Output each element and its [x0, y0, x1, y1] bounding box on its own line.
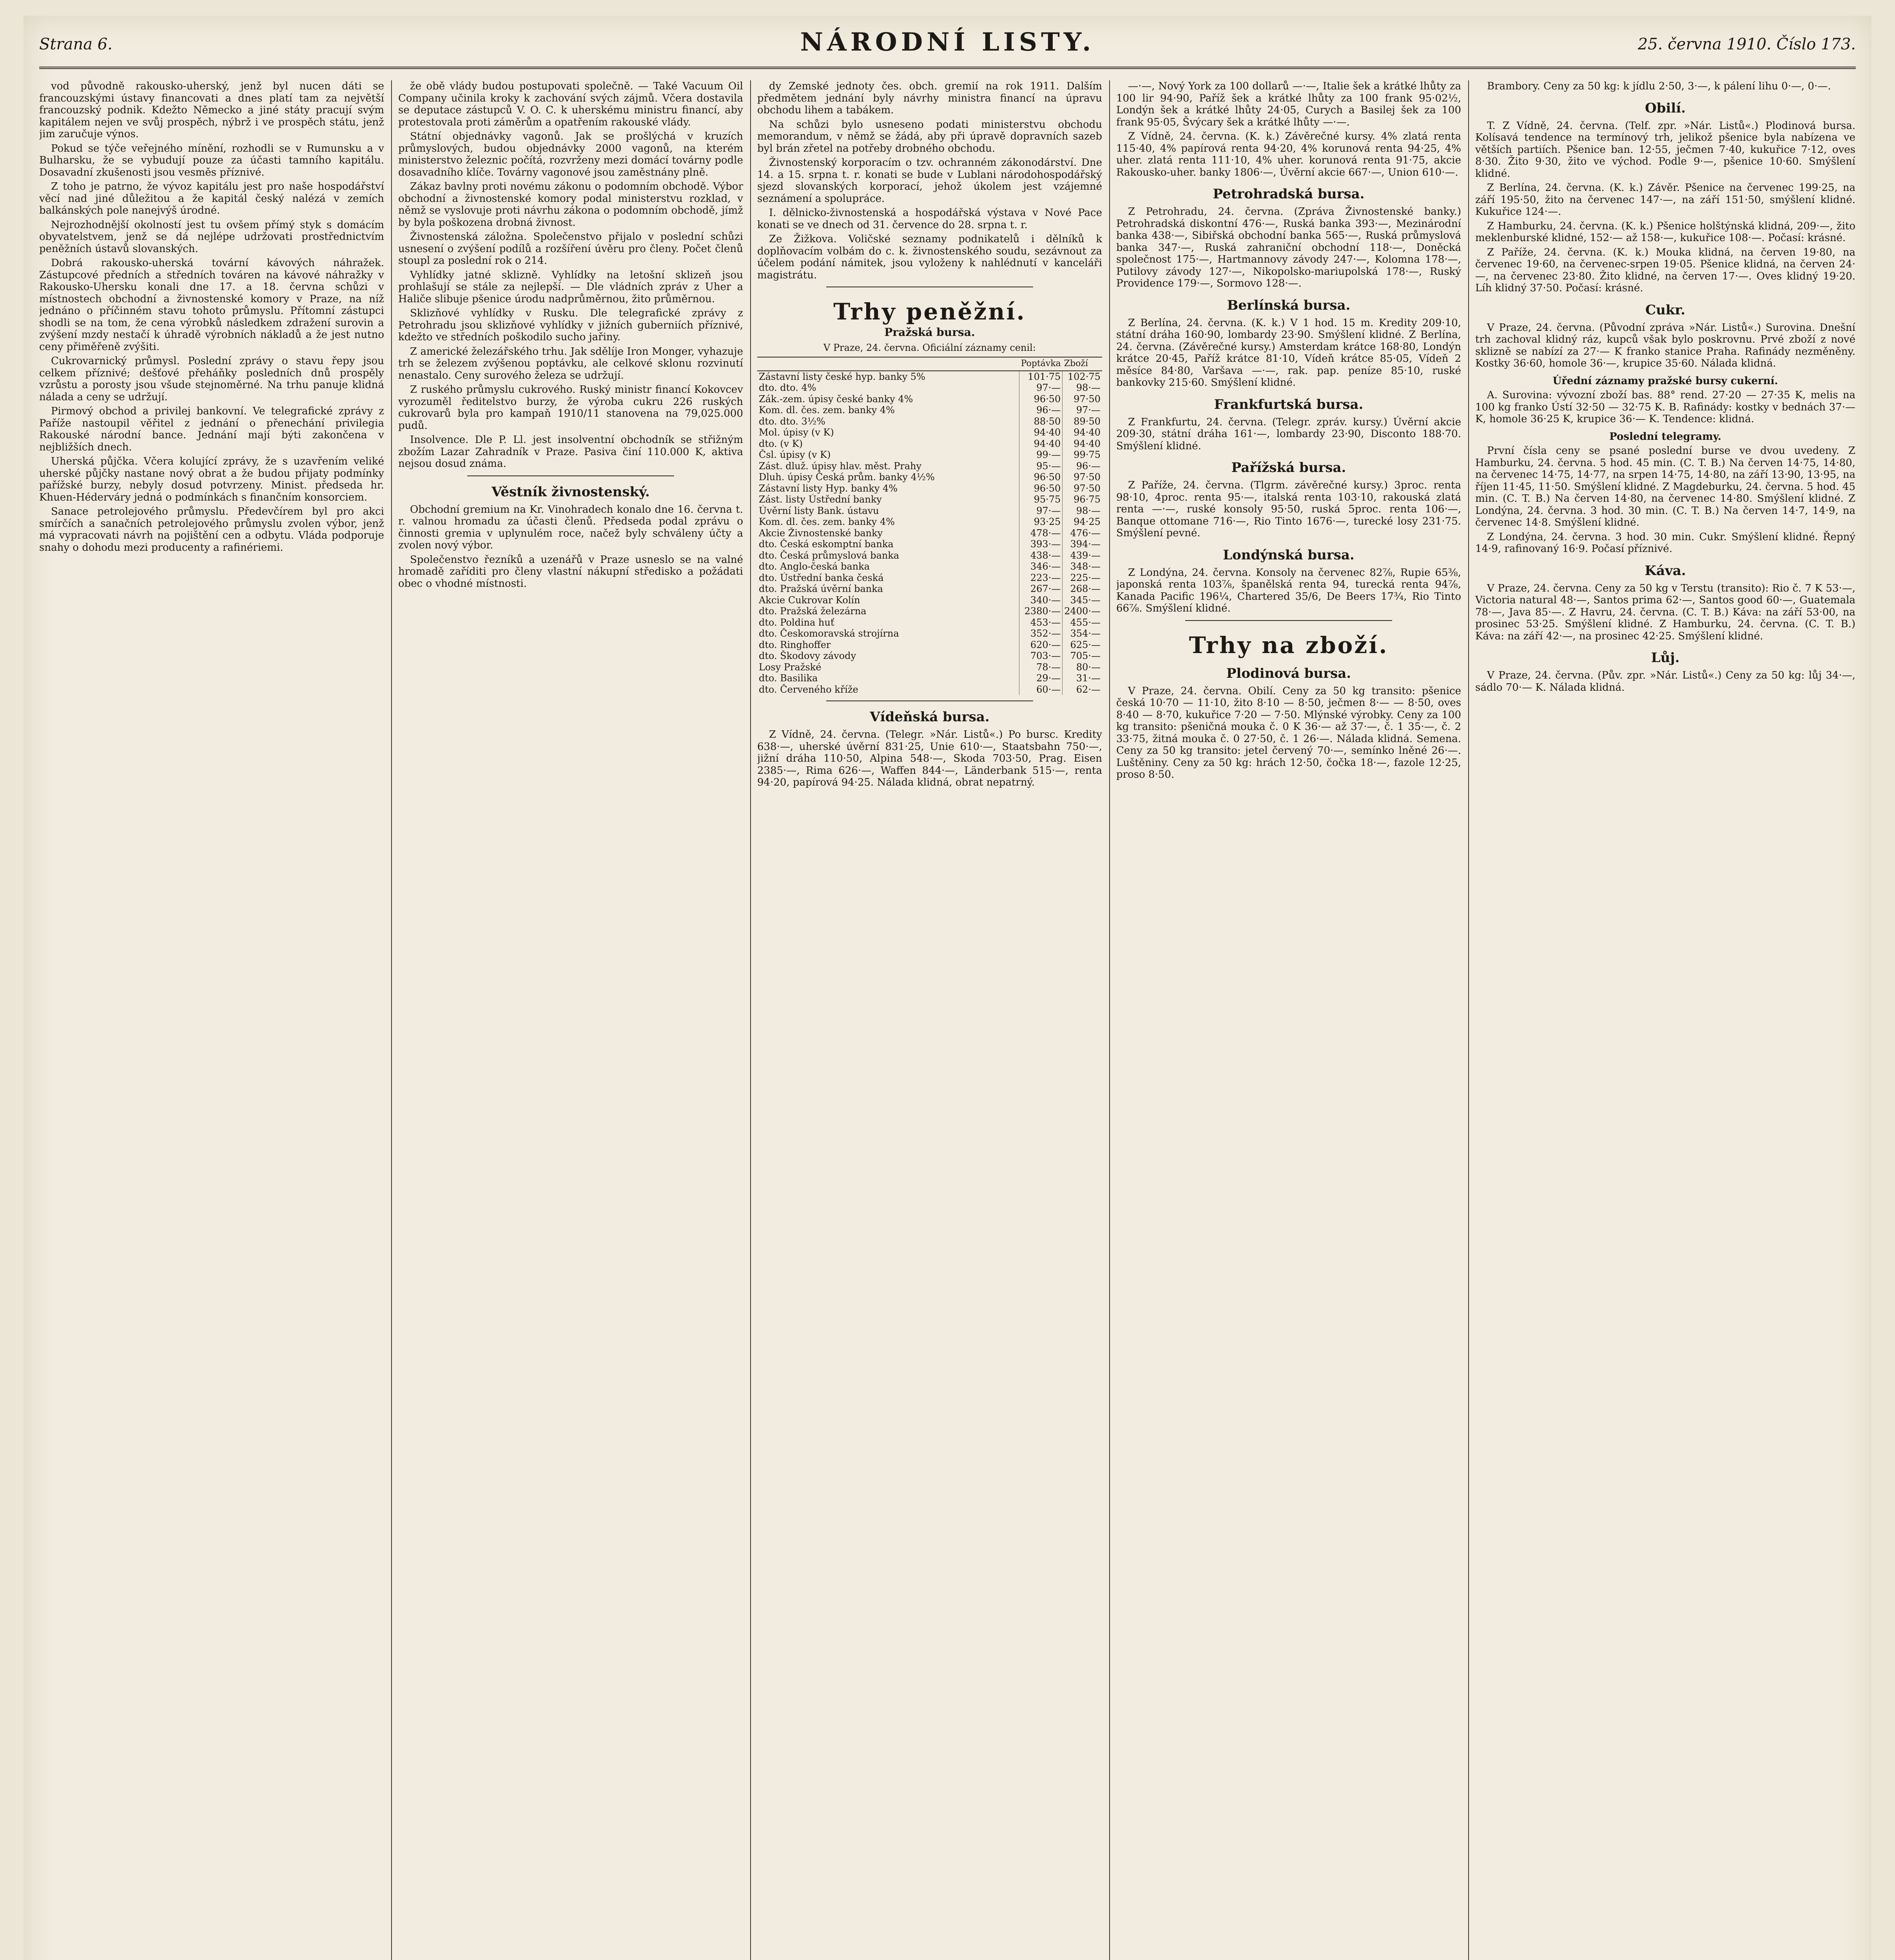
bid-price-cell: 93·25 [1019, 516, 1063, 528]
article-paragraph: V Praze, 24. června. (Původní zpráva »Nár. Listů«.) Surovina. Dnešní trh zachoval klidný ráz, kupců však bylo poskrovnu. Prvé zboží z nové sklizně se nabízí za 27·— K franko stanice Praha. Rafinády nezměněny. Kostky 36·60, homole 36·—, krupice 35·60. Nálada klidná. [1475, 321, 1855, 369]
bid-price-cell: 393·— [1019, 539, 1063, 550]
article-paragraph: V Praze, 24. června. Obilí. Ceny za 50 kg transito: pšenice česká 10·70 — 11·10, žito 8·10 — 8·50, ječmen 8·— — 8·50, oves 8·40 — 8·70, kukuřice 7·20 — 7·50. Mlýnské výrobky. Ceny za 100 kg transito: pšeničná mouka č. 0 K 36·— až 37·—, č. 1 35·—, č. 2 33·75, žitná mouka č. 0 27·50, č. 1 26·—. Nálada klidná. Semena. Ceny za 50 kg transito: jetel červený 70·—, semínko lněné 26·—. Luštěniny. Ceny za 50 kg: hrách 12·50, čočka 18·—, fazole 12·25, proso 8·50. [1116, 685, 1461, 780]
article-paragraph: Pokud se týče veřejného mínění, rozhodli se v Rumunsku a v Bulharsku, že se vybudují pouze za účasti tamního kapitálu. Dosavadní zkušenosti jsou vesměs příznivé. [39, 142, 384, 178]
ask-price-cell: 345·— [1063, 595, 1102, 606]
article-paragraph: Cukrovarnický průmysl. Poslední zprávy o stavu řepy jsou celkem příznivé; dešťové přeháňky posledních dnů prospěly vzrůstu a porosty jsou všude stejnoměrné. Na trhu panuje klidná nálada a ceny se udržují. [39, 355, 384, 403]
security-name-cell: dto. Česká průmyslová banka [759, 550, 899, 561]
table-header-cell: Zboží [1063, 357, 1102, 371]
table-row [757, 427, 1102, 438]
section-rule [1185, 620, 1392, 621]
ask-price-cell: 98·— [1063, 382, 1102, 394]
bid-price-cell: 352·— [1019, 628, 1063, 639]
table-row [757, 416, 1102, 427]
prague-exchange-heading: Pražská bursa. [884, 326, 975, 339]
table-row [757, 595, 1102, 606]
article-paragraph: V Praze, 24. června. Ceny za 50 kg v Terstu (transito): Rio č. 7 K 53·—, Victoria natural 48·—, Santos prima 62·—, Santos good 60·—, Guatemala 78·—, Java 85·—. Z Havru, 24. června. (C. T. B.) Káva: na září 53·00, na prosinec 53·25. Smýšlení klidné. Z Hamburku, 24. června. (C. T. B.) Káva: na září 42·—, na prosinec 42·25. Smýšlení klidné. [1475, 582, 1855, 642]
bid-price-cell: 101·75 [1019, 371, 1063, 383]
section-rule [467, 475, 674, 476]
column-divider [391, 80, 392, 1960]
table-row [757, 405, 1102, 416]
article-paragraph: Z Berlína, 24. června. (K. k.) V 1 hod. 15 m. Kredity 209·10, státní dráha 160·90, lombardy 23·90. Smýšlení klidné. Z Berlína, 24. června. (Závěrečné kursy.) Amsterdam krátce 168·80, Londýn krátce 20·45, Paříž krátce 81·10, Vídeň krátce 85·05, Vídeň 2 měsíce 84·80, Varšava —·—, rak. pap. peníze 85·10, ruské bankovky 215·60. Smýšlení klidné. [1116, 317, 1461, 388]
column-4 [1116, 80, 1461, 1960]
ask-price-cell: 94·40 [1063, 427, 1102, 438]
security-name-cell: dto. dto. 4% [759, 382, 816, 393]
ask-price-cell: 625·— [1063, 639, 1102, 651]
ask-price-cell: 62·— [1063, 684, 1102, 695]
bid-price-cell: 703·— [1019, 650, 1063, 662]
security-name-cell: dto. Anglo-česká banka [759, 561, 870, 572]
bid-price-cell: 438·— [1019, 550, 1063, 561]
column-divider [1468, 80, 1469, 1960]
article-paragraph: že obě vlády budou postupovati společně. — Také Vacuum Oil Company učinila kroky k zachování svých zájmů. Včera dostavila se deputace zástupců V. O. C. k uherskému ministru financí, aby protestovala proti záměrům a opatřením rakouské vlády. [398, 80, 743, 128]
article-paragraph: Z Paříže, 24. června. (Tlgrm. závěrečné kursy.) 3proc. renta 98·10, 4proc. renta 95·—, italská renta 103·10, rakouská zlatá renta —·—, ruské konsoly 95·50, ruská 5proc. renta 106·—, Banque ottomane 716·—, Rio Tinto 1676·—, turecké losy 231·75. Smýšlení pevné. [1116, 479, 1461, 539]
prague-exchange-subheading: V Praze, 24. června. Oficiální záznamy cenil: [823, 342, 1036, 353]
tallow-heading: Lůj. [1651, 650, 1680, 666]
security-name-cell: Losy Pražské [759, 661, 821, 673]
table-row [757, 494, 1102, 505]
table-row [757, 673, 1102, 684]
article-paragraph: Z Hamburku, 24. června. (K. k.) Pšenice holštýnská klidná, 209·—, žito meklenburské klidné, 152·— až 158·—, kukuřice 108·—. Počasí: krásné. [1475, 220, 1855, 244]
bid-price-cell: 78·— [1019, 662, 1063, 673]
table-row [757, 382, 1102, 394]
article-paragraph: Uherská půjčka. Včera kolující zprávy, že s uzavřením veliké uherské půjčky nastane nový obrat a že budou přijaty podmínky pařížské burzy, nebyly dosud potvrzeny. Minist. předseda hr. Khuen-Héderváry jedná o podmínkách s finančním konsorciem. [39, 456, 384, 503]
table-row [757, 528, 1102, 539]
sugar-heading: Cukr. [1645, 302, 1685, 318]
article-paragraph: Z ruského průmyslu cukrového. Ruský ministr financí Kokovcev vyrozuměl ředitelstvo burzy, že výroba cukru 226 ruských cukrovarů byla pro kampaň 1910/11 stanovena na 79,025.000 pudů. [398, 384, 743, 432]
table-row [757, 639, 1102, 651]
ask-price-cell: 96·— [1063, 461, 1102, 472]
ask-price-cell: 99·75 [1063, 449, 1102, 461]
table-row [757, 606, 1102, 617]
ask-price-cell: 455·— [1063, 617, 1102, 628]
article-paragraph: Z Londýna, 24. června. 3 hod. 30 min. Cukr. Smýšlení klidné. Řepný 14·9, rafinovaný 16·9. Počasí příznivé. [1475, 531, 1855, 555]
article-paragraph: Zákaz bavlny proti novému zákonu o podomním obchodě. Výbor obchodní a živnostenské komory podal ministerstvu rozklad, v němž se vyslovuje proti návrhu zákona o podomním obchodě, jímž by byla poškozena drobná živnost. [398, 181, 743, 229]
article-paragraph: První čísla ceny se psané poslední burse ve dvou uvedeny. Z Hamburku, 24. června. 5 hod. 45 min. (C. T. B.) Na červen 14·75, 14·80, na červenec 14·75, 14·77, na srpen 14·75, 14·80, na září 13·90, 13·95, na říjen 11·45, 11·50. Smýšlení klidné. Z Magdeburku, 24. června. 5 hod. 45 min. (C. T. B.) Na červen 14·80, na červenec 14·80. Smýšlení klidné. Z Londýna, 24. června. 3 hod. 30 min. (C. T. B.) Na červen 14·7, 14·9, na červenec 14·8. Smýšlení klidné. [1475, 445, 1855, 528]
official-sugar-heading: Úřední záznamy pražské bursy cukerní. [1552, 375, 1778, 387]
ask-price-cell: 97·50 [1063, 394, 1102, 405]
berlin-exchange-heading: Berlínská bursa. [1227, 297, 1351, 313]
article-paragraph: I. dělnicko-živnostenská a hospodářská výstava v Nové Pace konati se ve dnech od 31. července do 28. srpna t. r. [757, 207, 1102, 231]
london-exchange-heading: Londýnská bursa. [1223, 547, 1355, 563]
article-paragraph: Z Petrohradu, 24. června. (Zpráva Živnostenské banky.) Petrohradská diskontní 476·—, Ruská banka 393·—, Mezinárodní banka 438·—, Sibiřská obchodní banka 565·—, Ruská průmyslová banka 347·—, Ruská zahraniční obchodní 118·—, Doněcká společnost 175·—, Hartmannovy závody 247·—, Kolomna 178·—, Putilovy závody 127·—, Nikopolsko-mariupolská 178·—, Ruský Providence 179·—, Sormovo 128·—. [1116, 206, 1461, 289]
ask-price-cell: 102·75 [1063, 371, 1102, 383]
bid-price-cell: 96·— [1019, 405, 1063, 416]
ask-price-cell: 31·— [1063, 673, 1102, 684]
table-row [757, 662, 1102, 673]
security-name-cell: Kom. dl. čes. zem. banky 4% [759, 516, 895, 527]
article-paragraph: Pirmový obchod a privilej bankovní. Ve telegrafické zprávy z Paříže nastoupil věřitel z jednání o přenechání privilegia Rakouské národní bance. Jednání mají býti zakončena v nejbližších dnech. [39, 405, 384, 453]
bid-price-cell: 453·— [1019, 617, 1063, 628]
security-name-cell: Dluh. úpisy Česká prům. banky 4½% [759, 472, 935, 483]
bid-price-cell: 2380·— [1019, 606, 1063, 617]
article-paragraph: Státní objednávky vagonů. Jak se prošlýchá v kruzích průmyslových, budou objednávky 2000 vagonů, na kterém ministerstvo železnic počítá, rozvrženy mezi domácí továrny podle dosavadního klíče. Továrny vagonové jsou zaměstnány plně. [398, 131, 743, 178]
article-paragraph: Sanace petrolejového průmyslu. Předevčírem byl pro akci smírčích a sanačních petrolejového průmyslu zvolen výbor, jenž má vypracovati návrh na pojištění cen a odbytu. Vláda podporuje snahy o dohodu mezi producenty a rafinériemi. [39, 506, 384, 554]
article-paragraph: Z Berlína, 24. června. (K. k.) Závěr. Pšenice na červenec 199·25, na září 195·50, žito na červenec 147·—, na září 151·50, smýšlení klidné. Kukuřice 124·—. [1475, 182, 1855, 218]
bid-price-cell: 96·50 [1019, 394, 1063, 405]
ask-price-cell: 394·— [1063, 539, 1102, 550]
bid-price-cell: 94·40 [1019, 438, 1063, 450]
article-paragraph: Nejrozhodnější okolností jest tu ovšem přímý styk s domácím obyvatelstvem, jenž se dá nejlépe udržovati prostřednictvím peněžních ústavů slovanských. [39, 219, 384, 255]
ask-price-cell: 476·— [1063, 528, 1102, 539]
article-paragraph: Živnostenský korporacím o tzv. ochranném zákonodárství. Dne 14. a 15. srpna t. r. konati se bude v Lublani národohospodářský sjezd slovanských korporací, jehož úkolem jest vzájemné seznámení a spolupráce. [757, 157, 1102, 205]
table-row [757, 371, 1102, 383]
security-name-cell: Zák.-zem. úpisy české banky 4% [759, 393, 913, 405]
masthead [39, 24, 1856, 69]
table-row [757, 572, 1102, 584]
column-3 [757, 80, 1102, 1960]
bid-price-cell: 267·— [1019, 583, 1063, 595]
bid-price-cell: 223·— [1019, 572, 1063, 584]
column-5 [1475, 80, 1855, 1960]
article-paragraph: Na schůzi bylo usneseno podati ministerstvu obchodu memorandum, v němž se žádá, aby při úpravě dopravních sazeb byl brán zřetel na potřeby drobného obchodu. [757, 118, 1102, 154]
article-paragraph: Insolvence. Dle P. Ll. jest insolventní obchodník se střižným zbožím Lazar Zahradník v Praze. Pasiva činí 110.000 K, aktiva nejsou dosud známa. [398, 434, 743, 470]
security-name-cell: dto. Česká eskomptní banka [759, 539, 894, 550]
security-name-cell: Zást. dluž. úpisy hlav. měst. Prahy [759, 460, 922, 472]
bid-price-cell: 29·— [1019, 673, 1063, 684]
frankfurt-exchange-heading: Frankfurtská bursa. [1214, 396, 1364, 412]
issue-date: 25. června 1910. Číslo 173. [1637, 35, 1856, 53]
bid-price-cell: 96·50 [1019, 472, 1063, 483]
table-row [757, 684, 1102, 695]
article-paragraph: Dobrá rakousko-uherská tovární kávových náhražek. Zástupcové předních a středních továren na kávové náhražky v Rakousko-Uhersku konali dne 17. a 18. června schůzi v místnostech obchodní a živnostenské komory v Praze, na níž jednáno o příčinném stavu tohoto průmyslu. Přítomní zástupci shodli se na tom, že cena výrobků následkem zdražení surovin a zvýšení mzdy nestačí k úhradě výrobních nákladů a že jest nutno ceny přiměřeně zvýšiti. [39, 257, 384, 353]
security-name-cell: dto. Červeného kříže [759, 684, 858, 695]
bid-price-cell: 60·— [1019, 684, 1063, 695]
article-paragraph: Vyhlídky jatné sklizně. Vyhlídky na letošní sklizeň jsou prohlašují se stále za nejlepší. — Dle vládních zpráv z Uher a Haliče slibuje pšenice úrodu nadprůměrnou, žito průměrnou. [398, 269, 743, 305]
table-row [757, 650, 1102, 662]
security-name-cell: dto. Ringhoffer [759, 639, 831, 650]
section-heading-goods-markets: Trhy na zboží. [1189, 632, 1389, 659]
ask-price-cell: 94·25 [1063, 516, 1102, 528]
article-paragraph: Z toho je patrno, že vývoz kapitálu jest pro naše hospodářství věcí nad jiné důležitou a že kapitál český nalézá v zemích balkánských pole nanejvýš úrodné. [39, 181, 384, 216]
bid-price-cell: 94·40 [1019, 427, 1063, 438]
bid-price-cell: 97·— [1019, 505, 1063, 517]
column-divider [750, 80, 751, 1960]
article-paragraph: Z Paříže, 24. června. (K. k.) Mouka klidná, na červen 19·80, na červenec 19·60, na červenec-srpen 19·05. Pšenice klidná, na červen 24·—, na červenec 23·80. Žito klidné, na červen 17·—. Oves klidný 19·20. Líh klidný 37·50. Počasí: krásné. [1475, 246, 1855, 294]
article-paragraph: Brambory. Ceny za 50 kg: k jídlu 2·50, 3·—, k pálení lihu 0·—, 0·—. [1487, 80, 1831, 92]
table-row [757, 449, 1102, 461]
ask-price-cell: 439·— [1063, 550, 1102, 561]
bid-price-cell: 95·75 [1019, 494, 1063, 505]
bid-price-cell: 620·— [1019, 639, 1063, 651]
article-paragraph: A. Surovina: vývozní zboží bas. 88° rend. 27·20 — 27·35 K, melis na 100 kg franko Ústí 32·50 — 32·75 K. B. Rafinády: kostky v bednách 37·— K, homole 36·25 K, krupice 36·— K. Tendence: klidná. [1475, 389, 1855, 425]
table-row [757, 505, 1102, 517]
page-number: Strana 6. [39, 35, 112, 53]
ask-price-cell: 97·50 [1063, 472, 1102, 483]
produce-exchange-heading: Plodinová bursa. [1226, 665, 1351, 681]
bid-price-cell: 95·— [1019, 461, 1063, 472]
ask-price-cell: 354·— [1063, 628, 1102, 639]
security-name-cell: dto. (v K) [759, 438, 803, 449]
table-row [757, 394, 1102, 405]
ask-price-cell: 97·— [1063, 405, 1102, 416]
table-row [757, 561, 1102, 572]
security-name-cell: Zástavní listy Hyp. banky 4% [759, 483, 898, 494]
ask-price-cell: 705·— [1063, 650, 1102, 662]
paris-exchange-heading: Pařížská bursa. [1231, 460, 1346, 475]
ask-price-cell: 94·40 [1063, 438, 1102, 450]
column-divider [1109, 80, 1110, 1960]
article-paragraph: dy Zemské jednoty čes. obch. gremií na rok 1911. Dalším předmětem jednání byly návrhy ministra financí na úpravu obchodu lihem a tabákem. [757, 80, 1102, 116]
bid-price-cell: 88·50 [1019, 416, 1063, 427]
grain-heading: Obilí. [1645, 100, 1686, 116]
ask-price-cell: 268·— [1063, 583, 1102, 595]
bid-price-cell: 340·— [1019, 595, 1063, 606]
security-name-cell: dto. Škodovy závody [759, 650, 856, 661]
security-name-cell: Akcie Cukrovar Kolín [759, 594, 860, 606]
ask-price-cell: 80·— [1063, 662, 1102, 673]
article-paragraph: Sklizňové vyhlídky v Rusku. Dle telegrafické zprávy z Petrohradu jsou sklizňové vyhlídky v jižních guberniích příznivé, kdežto ve středních poškodilo sucho jařiny. [398, 307, 743, 343]
security-name-cell: dto. Pražská železárna [759, 606, 867, 617]
security-name-cell: Zástavní listy české hyp. banky 5% [759, 371, 925, 382]
newspaper-title: NÁRODNÍ LISTY. [800, 27, 1095, 57]
article-paragraph: V Praze, 24. června. (Pův. zpr. »Nár. Listů«.) Ceny za 50 kg: lůj 34·—, sádlo 70·— K. Nálada klidná. [1475, 670, 1855, 693]
security-name-cell: Čsl. úpisy (v K) [759, 449, 831, 460]
table-row [757, 472, 1102, 483]
bid-price-cell: 96·50 [1019, 483, 1063, 494]
newspaper-page [24, 16, 1871, 1960]
article-paragraph: Společenstvo řezníků a uzenářů v Praze usneslo se na valné hromadě zaříditi pro členy vlastní nákupní středisko a požádati obec o vhodné místnosti. [398, 554, 743, 590]
table-header-cell: Poptávka [1019, 357, 1063, 371]
security-name-cell: dto. Českomoravská strojírna [759, 628, 899, 639]
coffee-heading: Káva. [1645, 563, 1686, 579]
security-name-cell: Úvěrní listy Bank. ústavu [759, 505, 879, 516]
article-paragraph: —·—, Nový York za 100 dollarů —·—, Italie šek a krátké lhůty za 100 lir 94·90, Paříž šek a krátké lhůty za 100 frank 95·02½, Londýn šek a krátké lhůty 24·05, Curych a Basilej šek za 100 frank 95·05, Švýcary šek a krátké lhůty —·—. [1116, 80, 1461, 128]
prague-exchange-table [757, 357, 1102, 695]
table-row [757, 550, 1102, 561]
table-row [757, 438, 1102, 450]
column-1 [39, 80, 384, 1960]
section-heading-vestnik: Věstník živnostenský. [491, 484, 650, 500]
article-paragraph: Ze Žižkova. Voličské seznamy podnikatelů i dělníků k doplňovacím volbám do c. k. živnostenského soudu, sezávnout za účelem podání námitek, jsou vyloženy k nahlédnutí v kanceláři magistrátu. [757, 233, 1102, 281]
vienna-exchange-heading: Vídeňská bursa. [870, 709, 990, 725]
section-heading-money-markets: Trhy peněžní. [833, 298, 1026, 325]
article-paragraph: T. Z Vídně, 24. června. (Telf. zpr. »Nár. Listů«.) Plodinová bursa. Kolísavá tendence na termínový trh, jelikož pšenice byla nabízena ve větších partiích. Pšenice ban. 12·55, ječmen 7·40, kukuřice 7·12, oves 8·30. Žito 9·30, žito ve východ. Podle 9·—, pšenice 10·60. Smýšlení klidné. [1475, 120, 1855, 180]
security-name-cell: dto. Pražská úvěrní banka [759, 583, 883, 594]
petersburg-exchange-heading: Petrohradská bursa. [1213, 186, 1365, 202]
security-name-cell: dto. Ústřední banka česká [759, 572, 884, 583]
article-paragraph: Z Vídně, 24. června. (Telegr. »Nár. Listů«.) Po bursc. Kredity 638·—, uherské úvěrní 831·25, Unie 610·—, Staatsbahn 750·—, jižní dráha 110·50, Alpina 548·—, Skoda 703·50, Prag. Eisen 2385·—, Rima 626·—, Waffen 844·—, Länderbank 515·—, renta 94·20, papírová 94·25. Nálada klidná, obrat nepatrný. [757, 729, 1102, 788]
ask-price-cell: 89·50 [1063, 416, 1102, 427]
security-name-cell: Akcie Živnostenské banky [759, 527, 883, 539]
ask-price-cell: 97·50 [1063, 483, 1102, 494]
article-paragraph: Z Londýna, 24. června. Konsoly na červenec 82⅞, Rupie 65⅜, japonská renta 103⅞, španělská renta 94, turecká renta 94⅞, Kanada Pacific 196¼, Chartered 35/6, De Beers 17¾, Rio Tinto 66⅞. Smýšlení klidné. [1116, 566, 1461, 614]
table-row [757, 617, 1102, 628]
bid-price-cell: 478·— [1019, 528, 1063, 539]
ask-price-cell: 348·— [1063, 561, 1102, 572]
security-name-cell: Mol. úpisy (v K) [759, 427, 834, 438]
table-header-cell [757, 357, 1019, 371]
telegrams-heading: Poslední telegramy. [1609, 430, 1721, 443]
bid-price-cell: 99·— [1019, 449, 1063, 461]
article-paragraph: Z Frankfurtu, 24. června. (Telegr. zpráv. kursy.) Úvěrní akcie 209·30, státní dráha 161·—, lombardy 23·90, Disconto 188·70. Smýšlení klidné. [1116, 416, 1461, 452]
ask-price-cell: 225·— [1063, 572, 1102, 584]
bid-price-cell: 97·— [1019, 382, 1063, 394]
security-name-cell: dto. dto. 3½% [759, 416, 825, 427]
article-paragraph: Z Vídně, 24. června. (K. k.) Závěrečné kursy. 4% zlatá renta 115·40, 4% papírová renta 94·20, 4% korunová renta 94·25, 4% uher. zlatá renta 111·10, 4% uher. korunová renta 91·75, akcie Rakousko-uher. banky 1806·—, Úvěrní akcie 667·—, Union 610·—. [1116, 131, 1461, 178]
security-name-cell: Kom. dl. čes. zem. banky 4% [759, 405, 895, 416]
article-paragraph: vod původně rakousko-uherský, jenž byl nucen dáti se francouzskými ústavy financovati a dnes platí tam za největší francouzský podnik. Kdežto Německo a jiné státy pracují svým kapitálem nejen ve svůj prospěch, nýbrž i ve prospěch státu, jenž jim zaručuje výnos. [39, 80, 384, 140]
ask-price-cell: 98·— [1063, 505, 1102, 517]
security-name-cell: dto. Poldina huť [759, 617, 834, 628]
column-2 [398, 80, 743, 1960]
table-row [757, 461, 1102, 472]
security-name-cell: dto. Basilika [759, 673, 818, 684]
ask-price-cell: 2400·— [1063, 606, 1102, 617]
table-row [757, 516, 1102, 528]
article-paragraph: Obchodní gremium na Kr. Vinohradech konalo dne 16. června t. r. valnou hromadu za účasti členů. Předseda podal zprávu o činnosti gremia v uplynulém roce, načež byly schváleny účty a zvolen nový výbor. [398, 503, 743, 551]
security-name-cell: Zást. listy Ústřední banky [759, 494, 882, 505]
table-row [757, 483, 1102, 494]
bid-price-cell: 346·— [1019, 561, 1063, 572]
table-row [757, 583, 1102, 595]
article-paragraph: Z americké železářského trhu. Jak sdělíje Iron Monger, vyhazuje trh se železem zvýšenou poptávku, ale celkové sklonu rozvinutí nenastalo. Ceny surového železa se udržují. [398, 345, 743, 381]
ask-price-cell: 96·75 [1063, 494, 1102, 505]
table-row [757, 628, 1102, 639]
table-header-row [757, 357, 1102, 371]
article-paragraph: Živnostenská záložna. Společenstvo přijalo v poslední schůzi usnesení o zvýšení podílů a rozšíření úvěru pro členy. Počet členů stoupl za poslední rok o 214. [398, 231, 743, 267]
table-row [757, 539, 1102, 550]
